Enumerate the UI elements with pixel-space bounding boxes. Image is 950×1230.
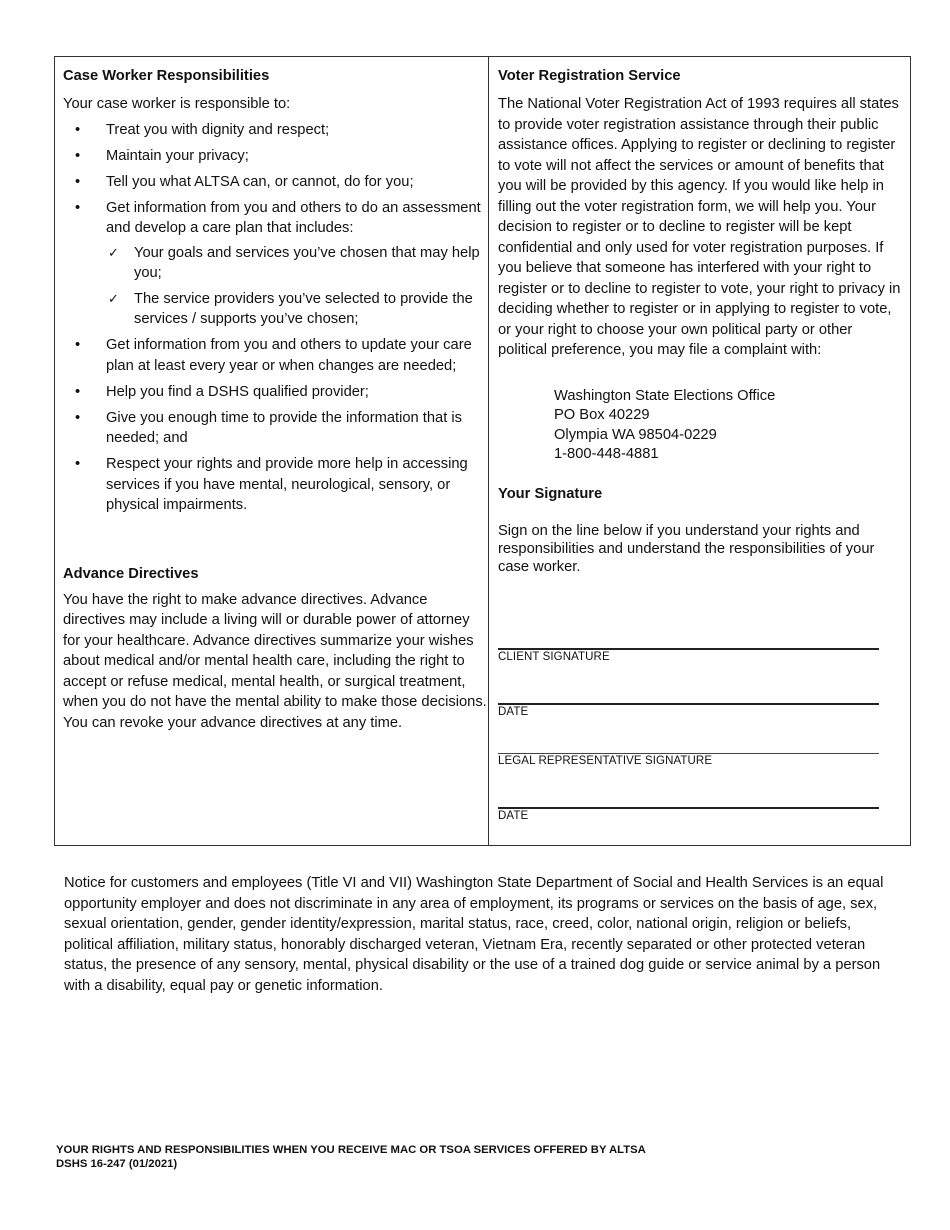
bullet-icon: • [75, 121, 81, 138]
elections-office-address [554, 387, 901, 465]
bullet-icon: • [75, 199, 81, 216]
signature-heading: Your Signature [498, 485, 603, 502]
nondiscrimination-notice: Notice for customers and employees (Title VI and VII) Washington State Department of Social and Health Services is an equal opportunity employer and does not discriminate in any area of employment, its programs or services on the basis of age, sex, sexual orientation, gender, gender identity/expression, marital status, race, creed, color, national origin, religion or beliefs, political affiliation, military status, honorably discharged veteran, Vietnam Era, recently separated or other protected veteran status, the presence of any sensory, mental, physical disability or the use of a trained dog guide or service animal by a person with a disability, equal pay or genetic information. [64, 875, 884, 994]
list-item: • Treat you with dignity and respect; [63, 120, 487, 141]
voter-heading: Voter Registration Service [498, 68, 681, 84]
legal-rep-signature-field[interactable] [498, 753, 879, 767]
address-line: Washington State Elections Office [554, 387, 776, 404]
client-signature-field[interactable] [498, 648, 879, 663]
bullet-icon: • [75, 147, 81, 164]
case-worker-heading: Case Worker Responsibilities [63, 68, 270, 84]
list-item: • Give you enough time to provide the information that is needed; and [75, 409, 462, 446]
bullet-icon: • [75, 409, 81, 426]
address-line: Olympia WA 98504-0229 [554, 426, 717, 443]
date-field-2[interactable] [498, 807, 879, 822]
date-field-1[interactable] [498, 703, 879, 718]
bullet-icon: • [75, 383, 81, 400]
bullet-icon: • [75, 456, 81, 472]
footer-title: YOUR RIGHTS AND RESPONSIBILITIES WHEN YOU RECEIVE MAC OR TSOA SERVICES OFFERED BY ALTSA [56, 1144, 646, 1156]
list-item: • Get information from you and others to update your care plan at least every year or when changes are needed; [75, 337, 472, 374]
list-item: • Get information from you and others to do an assessment and develop a care plan that includes: ✓ Your goals and services you’ve chosen that may help you; ✓ The service providers you’ve selected to provide the services / supports you’ve chosen; [63, 198, 487, 330]
date-label: DATE [498, 706, 529, 718]
right-column [489, 56, 909, 576]
left-column [55, 56, 487, 733]
date-label: DATE [498, 810, 529, 822]
form-number: DSHS 16-247 (01/2021) [56, 1158, 178, 1170]
signature-instructions: Sign on the line below if you understand your rights and responsibilities and understand the responsibilities of your case worker. [498, 522, 875, 575]
client-signature-label: CLIENT SIGNATURE [498, 651, 610, 663]
page-footer [56, 1143, 646, 1171]
legal-rep-signature-label: LEGAL REPRESENTATIVE SIGNATURE [498, 755, 713, 767]
case-worker-list [63, 120, 487, 516]
bullet-icon: • [75, 337, 81, 353]
phone-number: 1-800-448-4881 [554, 446, 659, 462]
list-item: ✓ The service providers you’ve selected to provide the services / supports you’ve chosen; [108, 290, 473, 327]
list-item: • Respect your rights and provide more help in accessing services if you have mental, neurological, sensory, or physical impairments. [75, 456, 468, 513]
list-item: ✓ Your goals and services you’ve chosen that may help you; [108, 244, 480, 281]
bullet-icon: • [75, 173, 81, 190]
list-item: • Help you find a DSHS qualified provider; [63, 382, 487, 403]
list-item: • Maintain your privacy; [63, 146, 487, 167]
care-plan-sublist [106, 243, 487, 330]
voter-body: The National Voter Registration Act of 1993 requires all states to provide voter registration assistance through their public assistance offices. Applying to register or declining to register to vote will not affect the services or amount of benefits that you will be provided by this agency. If you would like help in filling out the voter registration form, we will help you. Your decision to register or to decline to register will be kept confidential and only used for voter registration purposes. If you believe that someone has interfered with your right to register or to decline to register to vote, your right to privacy in deciding whether to register or in applying to register to vote, or your right to choose your own political party or other political preference, you may file a complaint with: [498, 96, 901, 358]
advance-directives-body: You have the right to make advance directives. Advance directives may include a living will or durable power of attorney for your healthcare. Advance directives summarize your wishes about medical and/or mental health care, including the right to accept or refuse medical, mental health, or surgical treatment, when you do not have the mental ability to make those decisions. You can revoke your advance directives at any time. [63, 591, 487, 731]
checkmark-icon: ✓ [108, 244, 119, 260]
advance-directives-heading: Advance Directives [63, 565, 199, 582]
checkmark-icon: ✓ [108, 290, 119, 306]
case-worker-intro: Your case worker is responsible to: [63, 96, 291, 112]
list-item: • Tell you what ALTSA can, or cannot, do for you; [63, 172, 487, 193]
address-line: PO Box 40229 [554, 407, 650, 423]
